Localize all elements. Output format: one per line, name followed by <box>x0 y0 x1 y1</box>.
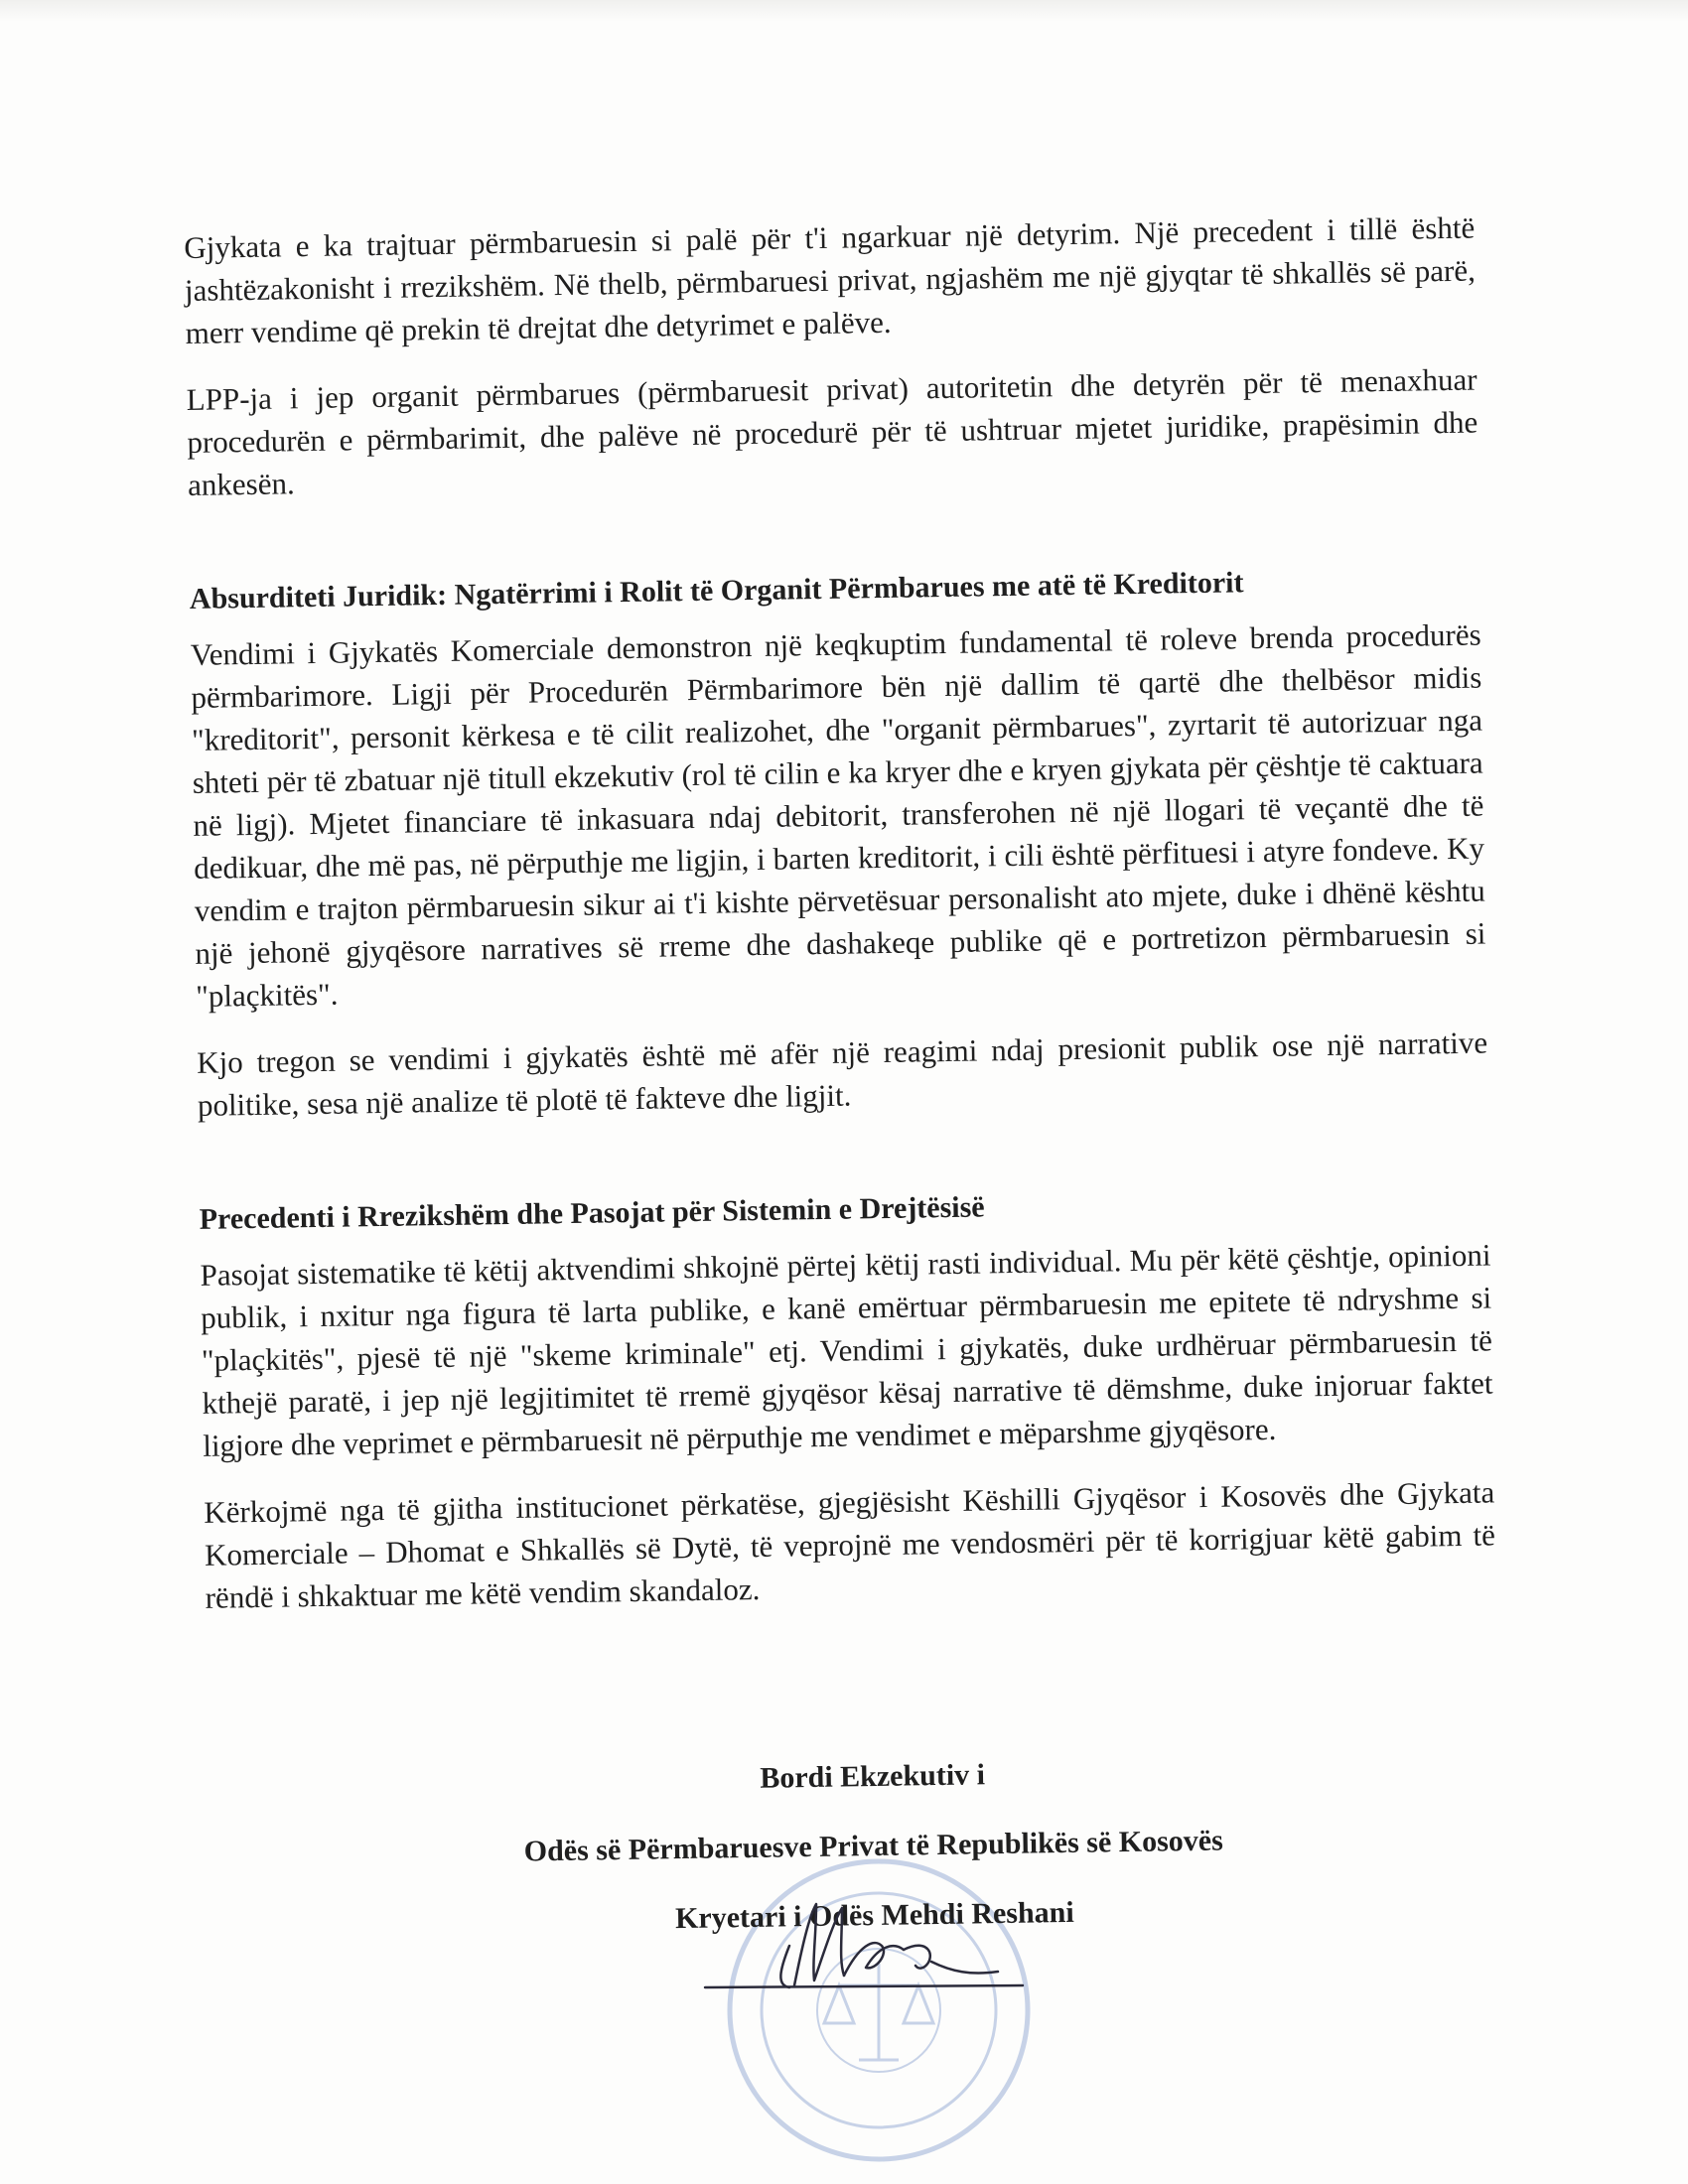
signature-chamber: Odës së Përmbaruesve Privat të Republikës së Kosovës <box>523 1824 1224 1868</box>
document-body <box>184 206 1496 1619</box>
paragraph-court-liability: Gjykata e ka trajtuar përmbaruesin si palë për t'i ngarkuar një detyrim. Një precedent i tillë është jashtëzakonisht i rrezikshëm. Në thelb, përmbaruesi privat, ngjashëm me një gjyqtar të shkallës së parë, merr vendime që prekin të drejtat dhe detyrimet e palëve. <box>184 209 1477 350</box>
paragraph-lpp-authority: LPP-ja i jep organit përmbarues (përmbaruesit privat) autoritetin dhe detyrën për të menaxhuar procedurën e përmbarimit, dhe palëve në procedurë për të ushtruar mjetet juridike, prapësimin dhe ankesën. <box>186 361 1478 502</box>
scan-edge-shadow <box>0 0 1688 22</box>
paragraph-systematic-consequences: Pasojat sistematike të këtij aktvendimi shkojnë përtej këtij rasti individual. Mu për këtë çështje, opinioni publik, i nxitur nga figura të larta publike, e kanë emërtuar përmbaruesin me epitete të ndryshme si "plaçkitës", pjesë të një "skeme kriminale" etj. Vendimi i gjykatës, duke urdhëruar përmbaruesin të kthejë paratë, i jep një legjitimitet të rremë gjyqësor kësaj narrative të dëmshme, duke injoruar faktet ligjore dhe veprimet e përmbaruesit në përputhje me vendimet e mëparshme gjyqësore. <box>200 1237 1493 1463</box>
handwritten-signature <box>685 1876 1043 2005</box>
paragraph-institutional-request: Kërkojmë nga të gjitha institucionet përkatëse, gjegjësisht Këshilli Gjyqësor i Kosovës dhe Gjykata Komerciale – Dhomat e Shkallës së Dytë, të veprojnë me vendosmëri për të korrigjuar këtë gabim të rëndë i shkaktuar me këtë vendim skandaloz. <box>204 1474 1496 1615</box>
signature-chairman: Kryetari i Odës Mehdi Reshani <box>674 1895 1074 1936</box>
paragraph-commercial-court-decision: Vendimi i Gjykatës Komerciale demonstron një keqkuptim fundamental të roleve brenda procedurës përmbarimore. Ligji për Procedurën Përmbarimore bën një dallim të qartë dhe thelbësor midis "kreditorit", personit kërkesa e të cilit realizohet, dhe "organit përmbarues", zyrtarit të autorizuar nga shteti për të zbatuar një titull ekzekutiv (rol të cilin e ka kryer dhe e kryen gjykata për çështje të caktuara në ligj). Mjetet financiare të inkasuara ndaj debitorit, transferohen në një llogari të veçantë dhe të dedikuar, dhe më pas, në përputhje me ligjin, i barten kreditorit, i cili është përfituesi i atyre fondeve. Ky vendim e trajton përmbaruesin sikur ai t'i kishte përvetësuar personalisht ato mjete, duke i dhënë kështu një jehonë gjyqësore narratives së rreme dhe dashakeqe publike që e portretizon përmbaruesin si "plaçkitës". <box>190 616 1486 1014</box>
section-heading-dangerous-precedent: Precedenti i Rrezikshëm dhe Pasojat për Sistemin e Drejtësisë <box>199 1190 985 1236</box>
signature-board: Bordi Ekzekutiv i <box>760 1758 986 1795</box>
section-heading-absurdity: Absurditeti Juridik: Ngatërrimi i Rolit të Organit Përmbarues me atë të Kreditorit <box>189 566 1244 615</box>
paragraph-public-pressure: Kjo tregon se vendimi i gjykatës është më afër një reagimi ndaj presionit publik ose një narrative politike, sesa një analize të plotë të fakteve dhe ligjit. <box>196 1024 1488 1123</box>
